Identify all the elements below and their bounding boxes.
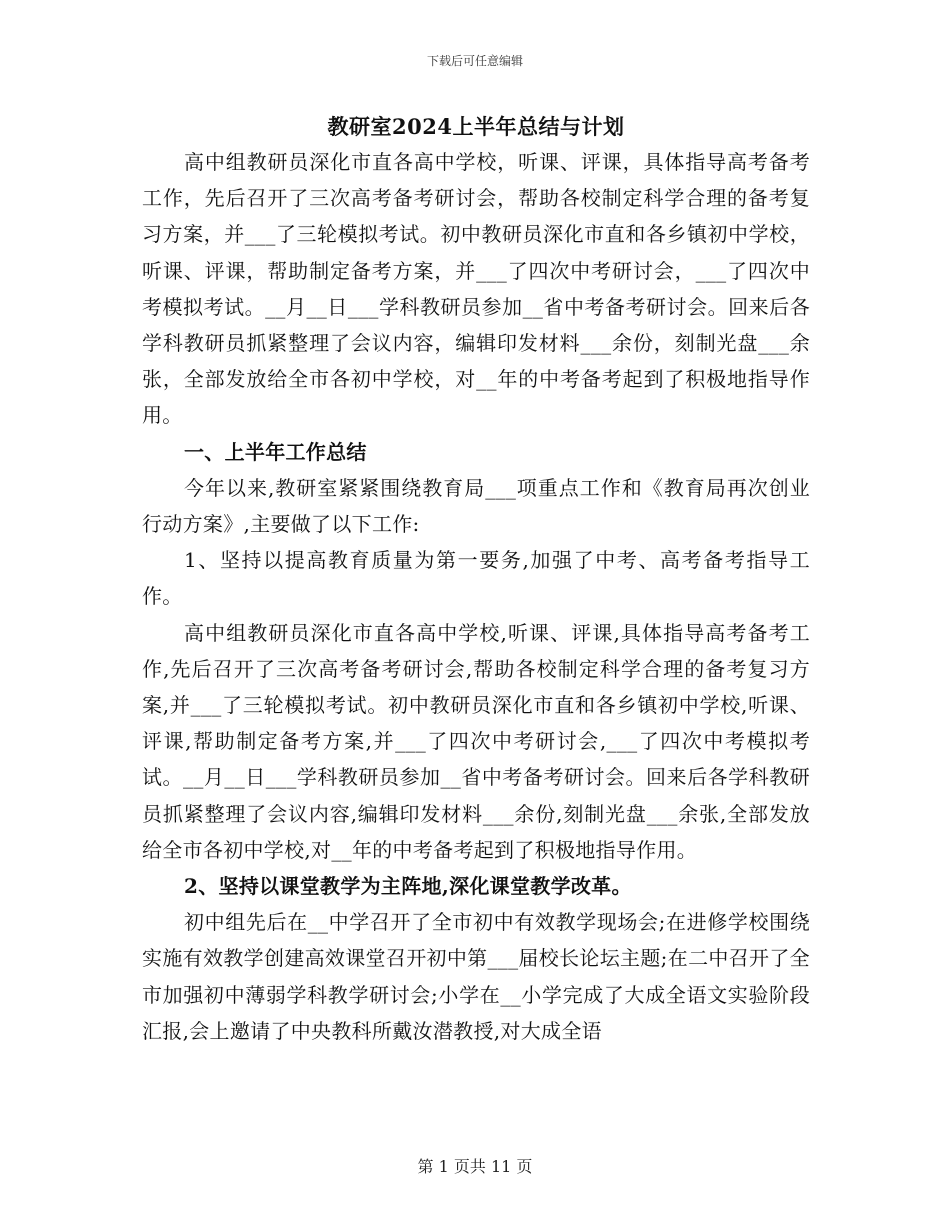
intro-paragraph: 高中组教研员深化市直各高中学校，听课、评课，具体指导高考备考工作，先后召开了三次高考备考研讨会，帮助各校制定科学合理的备考复习方案，并___了三轮模拟考试。初中教研员深化市直和各乡镇初中学校，听课、评课，帮助制定备考方案，并___了四次中考研讨会，___了四次中考模拟考试。__月__日___学科教研员参加__省中考备考研讨会。回来后各学科教研员抓紧整理了会议内容，编辑印发材料___余份，刻制光盘___余张，全部发放给全市各初中学校，对__年的中考备考起到了积极地指导作用。 — [142, 150, 810, 428]
page-header-note: 下载后可任意编辑 — [426, 54, 523, 68]
item-2-heading: 2、坚持以课堂教学为主阵地,深化课堂教学改革。 — [184, 874, 632, 899]
document-title: 教研室2024上半年总结与计划 — [327, 114, 625, 139]
section-1-intro-paragraph: 今年以来,教研室紧紧围绕教育局___项重点工作和《教育局再次创业行动方案》,主要做了以下工作: — [142, 475, 810, 537]
document-body — [142, 112, 810, 1049]
page-number-footer: 第 1 页共 11 页 — [417, 1157, 533, 1176]
section-1-heading: 一、上半年工作总结 — [184, 439, 367, 464]
item-2-body-paragraph: 初中组先后在__中学召开了全市初中有效教学现场会;在进修学校围绕实施有效教学创建高效课堂召开初中第___届校长论坛主题;在二中召开了全市加强初中薄弱学科教学研讨会;小学在__小学完成了大成全语文实验阶段汇报,会上邀请了中央教科所戴汝潜教授,对大成全语 — [142, 910, 810, 1043]
item-1-body-paragraph: 高中组教研员深化市直各高中学校,听课、评课,具体指导高考备考工作,先后召开了三次高考备考研讨会,帮助各校制定科学合理的备考复习方案,并___了三轮模拟考试。初中教研员深化市直和各乡镇初中学校,听课、评课,帮助制定备考方案,并___了四次中考研讨会,___了四次中考模拟考试。__月__日___学科教研员参加__省中考备考研讨会。回来后各学科教研员抓紧整理了会议内容,编辑印发材料___余份,刻制光盘___余张,全部发放给全市各初中学校,对__年的中考备考起到了积极地指导作用。 — [142, 620, 810, 862]
item-1-heading: 1、坚持以提高教育质量为第一要务,加强了中考、高考备考指导工作。 — [142, 548, 810, 609]
